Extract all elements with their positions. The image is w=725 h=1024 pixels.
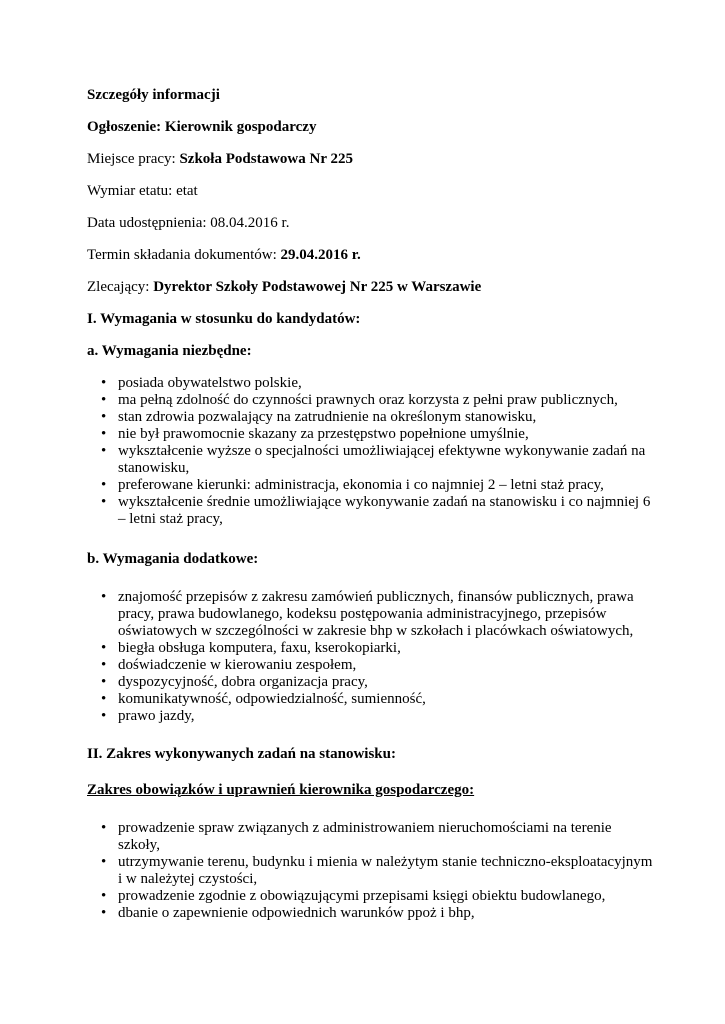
list-item: • posiada obywatelstwo polskie, [87,375,657,392]
list-item: • utrzymywanie terenu, budynku i mienia w należytym stanie techniczno-eksploatacyjnym i w należytej czystości, [87,854,657,888]
list-item: • dyspozycyjność, dobra organizacja pracy, [87,674,657,691]
document-page [87,86,657,922]
deadline: Termin składania dokumentów: 29.04.2016 r. [87,247,361,263]
duties-subheading: Zakres obowiązków i uprawnień kierownika gospodarczego: [87,782,475,798]
list-item: • ma pełną zdolność do czynności prawnych oraz korzysta z pełni praw publicznych, [87,392,657,409]
list-item: • nie był prawomocnie skazany za przestępstwo popełnione umyślnie, [87,426,657,443]
section-additional-heading: b. Wymagania dodatkowe: [87,551,259,567]
list-item: • wykształcenie średnie umożliwiające wykonywanie zadań na stanowisku i co najmniej 6 – letni staż pracy, [87,494,657,528]
list-item: • doświadczenie w kierowaniu zespołem, [87,657,657,674]
employment: Wymiar etatu: etat [87,183,198,199]
section-duties-heading: II. Zakres wykonywanych zadań na stanowisku: [87,746,396,762]
required-list [87,375,657,528]
list-item: • dbanie o zapewnienie odpowiednich warunków ppoż i bhp, [87,905,657,922]
list-item: • prawo jazdy, [87,708,657,725]
list-item: • preferowane kierunki: administracja, ekonomia i co najmniej 2 – letni staż pracy, [87,477,657,494]
document-title: Szczegóły informacji [87,87,220,103]
list-item: • prowadzenie zgodnie z obowiązującymi przepisami księgi obiektu budowlanego, [87,888,657,905]
list-item: • wykształcenie wyższe o specjalności umożliwiającej efektywne wykonywanie zadań na stanowisku, [87,443,657,477]
section-requirements-heading: I. Wymagania w stosunku do kandydatów: [87,311,361,327]
announcement: Ogłoszenie: Kierownik gospodarczy [87,119,317,135]
list-item: • stan zdrowia pozwalający na zatrudnienie na określonym stanowisku, [87,409,657,426]
list-item: • biegła obsługa komputera, faxu, kserokopiarki, [87,640,657,657]
section-required-heading: a. Wymagania niezbędne: [87,343,252,359]
principal: Zlecający: Dyrektor Szkoły Podstawowej Nr 225 w Warszawie [87,279,482,295]
list-item: • komunikatywność, odpowiedzialność, sumienność, [87,691,657,708]
list-item: • prowadzenie spraw związanych z administrowaniem nieruchomościami na terenie szkoły, [87,820,657,854]
additional-list [87,589,657,725]
published-date: Data udostępnienia: 08.04.2016 r. [87,215,290,231]
workplace: Miejsce pracy: Szkoła Podstawowa Nr 225 [87,151,353,167]
list-item: • znajomość przepisów z zakresu zamówień publicznych, finansów publicznych, prawa pracy, prawa budowlanego, kodeksu postępowania administracyjnego, przepisów oświatowych w szczególności w zakresie bhp w szkołach i placówkach oświatowych, [87,589,657,640]
duties-list [87,820,657,922]
